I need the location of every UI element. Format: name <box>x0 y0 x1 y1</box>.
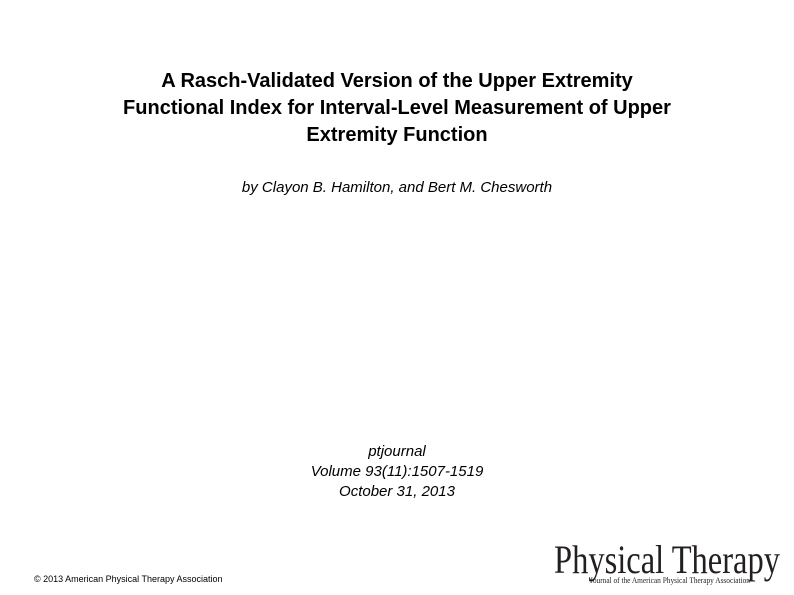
authors-byline: by Clayon B. Hamilton, and Bert M. Chesworth <box>241 179 553 196</box>
title-line-3: Extremity Function <box>306 124 488 146</box>
logo-tagline: Journal of the American Physical Therapy Association <box>590 576 750 585</box>
physical-therapy-logo <box>552 535 784 587</box>
copyright-notice: © 2013 American Physical Therapy Association <box>34 574 223 584</box>
publication-date: October 31, 2013 <box>339 483 455 500</box>
volume-pages: Volume 93(11):1507-1519 <box>310 463 484 480</box>
citation-block <box>197 442 597 502</box>
journal-name: ptjournal <box>368 443 426 460</box>
logo-wordmark: Physical Therapy <box>554 537 780 582</box>
title-line-1: A Rasch-Validated Version of the Upper Extremity <box>161 70 633 92</box>
page-title <box>40 68 754 149</box>
title-line-2: Functional Index for Interval-Level Measurement of Upper <box>123 97 671 119</box>
